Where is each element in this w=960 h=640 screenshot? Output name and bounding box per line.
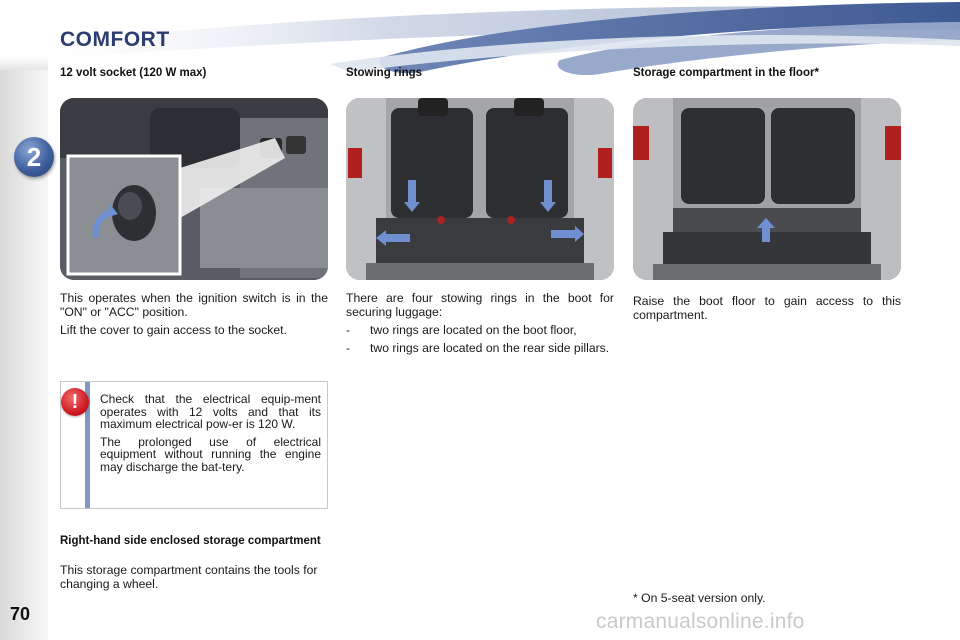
stowing-rings-photo: [346, 98, 614, 280]
stowing-rings-description: [346, 292, 614, 359]
list-dash: -: [346, 340, 351, 355]
socket-heading: 12 volt socket (120 W max): [60, 67, 207, 79]
footnote: * On 5-seat version only.: [633, 591, 766, 605]
chapter-badge: 2: [14, 137, 54, 177]
list-item-text: two rings are located on the boot floor,: [370, 323, 577, 338]
right-hand-storage-text: This storage compartment contains the tools for changing a wheel.: [60, 563, 318, 591]
socket-paragraph: Lift the cover to gain access to the socket.: [60, 323, 287, 338]
floor-storage-description: [633, 295, 901, 327]
warning-paragraph: Check that the electrical equip-ment operates with 12 volts and that its maximum electrical pow-er is 120 W.: [100, 392, 321, 432]
exclamation-icon: !: [61, 388, 89, 416]
socket-photo: [60, 98, 328, 280]
stowing-rings-intro: There are four stowing rings in the boot for securing luggage:: [346, 291, 614, 319]
socket-paragraph: This operates when the ignition switch is in the "ON" or "ACC" position.: [60, 291, 328, 319]
stowing-rings-heading: Stowing rings: [346, 67, 423, 79]
right-hand-storage-heading: Right-hand side enclosed storage compartment: [60, 535, 321, 547]
list-dash: -: [346, 323, 351, 338]
list-item: [346, 342, 614, 356]
warning-text: [100, 393, 321, 479]
floor-storage-heading: Storage compartment in the floor*: [633, 67, 819, 79]
socket-description: [60, 292, 328, 343]
floor-storage-photo: [633, 98, 901, 280]
warning-box: [60, 381, 328, 509]
warning-paragraph: The prolonged use of electrical equipment without running the engine may discharge the bat-tery.: [100, 434, 321, 474]
list-item: [346, 324, 614, 338]
floor-storage-paragraph: Raise the boot floor to gain access to this compartment.: [633, 294, 901, 322]
list-item-text: two rings are located on the rear side pillars.: [370, 340, 610, 355]
watermark: carmanualsonline.info: [596, 610, 805, 633]
page-number: 70: [10, 604, 31, 624]
page-title: COMFORT: [60, 28, 170, 51]
